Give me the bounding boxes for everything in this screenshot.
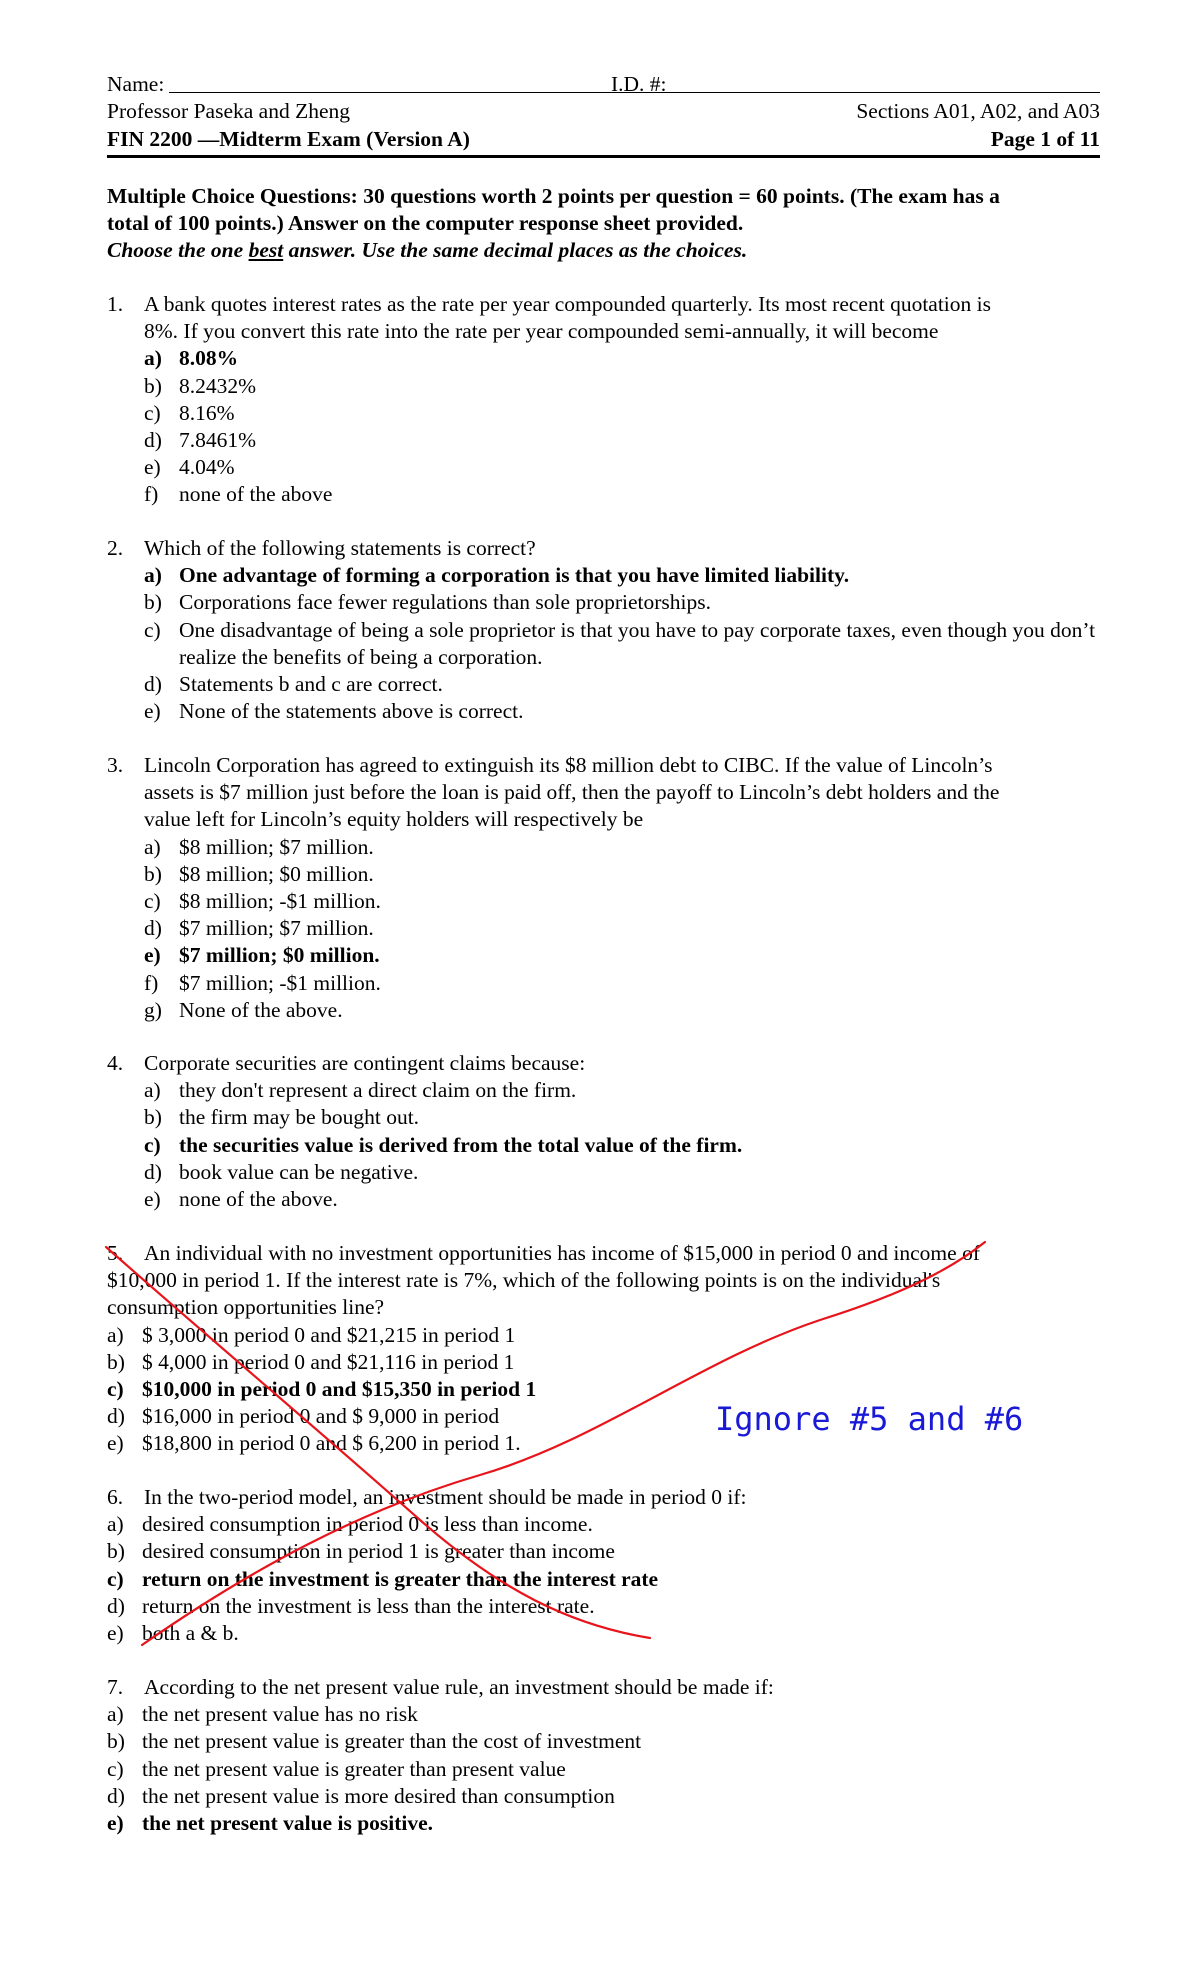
option-text: the net present value is more desired than consumption	[142, 1783, 615, 1808]
option-text: the net present value has no risk	[142, 1702, 418, 1727]
question-4	[107, 1050, 1100, 1213]
option-letter: d)	[107, 1783, 125, 1808]
question-3	[107, 752, 1100, 1024]
sections-text: Sections A01, A02, and A03	[856, 99, 1100, 123]
option-letter: d)	[144, 672, 162, 697]
option-letter: c)	[107, 1756, 124, 1781]
option-text: Statements b and c are correct.	[179, 672, 443, 697]
answer-option	[144, 942, 1100, 969]
option-letter: d)	[144, 916, 162, 941]
option-text: return on the investment is greater than the interest rate	[142, 1566, 659, 1591]
answer-option	[144, 373, 1100, 400]
question-2	[107, 535, 1100, 725]
answer-option	[144, 997, 1100, 1024]
question-stem-line: In the two-period model, an investment should be made in period 0 if:	[144, 1485, 747, 1509]
option-text: the net present value is greater than present value	[142, 1756, 566, 1781]
option-letter: b)	[107, 1349, 125, 1374]
option-letter: a)	[107, 1322, 124, 1347]
option-text: $ 4,000 in period 0 and $21,116 in period 1	[142, 1349, 515, 1374]
option-text: $7 million; $0 million.	[179, 943, 380, 968]
option-text: none of the above	[179, 482, 333, 507]
option-text: the firm may be bought out.	[179, 1105, 420, 1130]
option-letter: b)	[144, 590, 162, 615]
answer-option	[144, 888, 1100, 915]
question-number: 4.	[107, 1051, 124, 1075]
answer-option	[144, 427, 1100, 454]
option-letter: e)	[144, 455, 161, 480]
answer-option	[144, 589, 1100, 616]
answer-option	[144, 861, 1100, 888]
instructions-line-1: Multiple Choice Questions: 30 questions worth 2 points per question = 60 points. (The exam has a	[107, 184, 1000, 208]
answer-option	[107, 1511, 1100, 1538]
name-label: Name:	[107, 72, 165, 96]
option-text: $ 3,000 in period 0 and $21,215 in period 1	[142, 1322, 516, 1347]
instructions-line-3	[107, 237, 1100, 264]
answer-option	[144, 671, 1100, 698]
option-text: $10,000 in period 0 and $15,350 in period 1	[142, 1377, 537, 1402]
option-letter: e)	[144, 943, 161, 968]
option-letter: e)	[107, 1431, 124, 1456]
option-letter: c)	[144, 1132, 161, 1157]
option-text: $18,800 in period 0 and $ 6,200 in period 1.	[142, 1431, 521, 1456]
question-stem-line: According to the net present value rule, an investment should be made if:	[144, 1675, 774, 1699]
answer-option	[107, 1538, 1100, 1565]
question-number: 5.	[107, 1241, 124, 1265]
question-number: 1.	[107, 292, 124, 316]
question-stem-line: Lincoln Corporation has agreed to extinguish its $8 million debt to CIBC. If the value of Lincoln’s	[144, 753, 993, 777]
option-text: $16,000 in period 0 and $ 9,000 in period	[142, 1404, 500, 1429]
instructions-line-3-pre: Choose the one	[107, 238, 249, 262]
option-text: the net present value is positive.	[142, 1811, 434, 1836]
answer-option	[107, 1322, 1100, 1349]
question-number: 2.	[107, 536, 124, 560]
question-7	[107, 1674, 1100, 1837]
option-text: 4.04%	[179, 455, 235, 480]
answer-option	[144, 970, 1100, 997]
answer-option	[144, 1186, 1100, 1213]
option-letter: d)	[144, 1159, 162, 1184]
option-letter: a)	[144, 563, 162, 588]
answer-option	[144, 345, 1100, 372]
answer-option	[144, 915, 1100, 942]
question-number: 3.	[107, 753, 124, 777]
answer-option	[107, 1566, 1100, 1593]
question-stem-line: consumption opportunities line?	[107, 1295, 385, 1320]
question-stem-line: Corporate securities are contingent claims because:	[144, 1051, 586, 1075]
answer-option	[144, 562, 1100, 589]
option-text: 8.08%	[179, 346, 239, 371]
answer-option	[107, 1756, 1100, 1783]
option-text: $7 million; $7 million.	[179, 916, 374, 941]
answer-option	[107, 1593, 1100, 1620]
question-stem-line: An individual with no investment opportunities has income of $15,000 in period 0 and income of	[144, 1241, 980, 1265]
option-letter: a)	[144, 346, 162, 371]
option-text: desired consumption in period 0 is less than income.	[142, 1512, 593, 1537]
option-text: return on the investment is less than the interest rate.	[142, 1593, 595, 1618]
option-letter: b)	[107, 1539, 125, 1564]
answer-option	[144, 454, 1100, 481]
page-number: Page 1 of 11	[990, 127, 1100, 151]
option-text: $8 million; $0 million.	[179, 861, 374, 886]
professor-text: Professor Paseka and Zheng	[107, 99, 351, 123]
option-text: book value can be negative.	[179, 1159, 419, 1184]
option-text: they don't represent a direct claim on the firm.	[179, 1078, 577, 1103]
question-stem-line: A bank quotes interest rates as the rate per year compounded quarterly. Its most recent quotation is	[144, 292, 991, 316]
instructions-line-3-post: answer. Use the same decimal places as the choices.	[283, 238, 748, 262]
option-letter: f)	[144, 970, 159, 995]
answer-option	[144, 1132, 1100, 1159]
option-letter: d)	[144, 428, 162, 453]
answer-option	[144, 698, 1100, 725]
question-stem-line: 8%. If you convert this rate into the rate per year compounded semi-annually, it will become	[144, 319, 939, 344]
answer-option	[144, 1104, 1100, 1131]
option-letter: a)	[144, 834, 161, 859]
question-1	[107, 291, 1100, 509]
option-text: 8.16%	[179, 400, 235, 425]
id-blank	[680, 92, 1100, 93]
option-text: One disadvantage of being a sole proprietor is that you have to pay corporate taxes, even though you don’t realize the benefits of being a corporation.	[179, 617, 1096, 669]
option-text: the net present value is greater than the cost of investment	[142, 1729, 642, 1754]
answer-option	[107, 1783, 1100, 1810]
question-stem-line: assets is $7 million just before the loan is paid off, then the payoff to Lincoln’s debt holders and the	[144, 780, 1000, 805]
option-letter: a)	[107, 1512, 124, 1537]
option-letter: d)	[107, 1593, 125, 1618]
instructions-best-word: best	[248, 238, 284, 262]
option-letter: b)	[144, 1105, 162, 1130]
option-text: 8.2432%	[179, 373, 257, 398]
option-letter: c)	[144, 400, 161, 425]
option-text: None of the statements above is correct.	[179, 699, 524, 724]
option-text: both a & b.	[142, 1621, 239, 1646]
option-text: desired consumption in period 1 is greater than income	[142, 1539, 615, 1564]
option-letter: c)	[144, 617, 161, 642]
answer-option	[107, 1701, 1100, 1728]
header-row-professor	[107, 99, 1100, 127]
option-text: $8 million; -$1 million.	[179, 889, 381, 914]
option-letter: f)	[144, 482, 159, 507]
question-stem-line: value left for Lincoln’s equity holders will respectively be	[144, 807, 644, 832]
option-text: the securities value is derived from the total value of the firm.	[179, 1132, 743, 1157]
answer-option	[144, 617, 1100, 671]
ignore-note: Ignore #5 and #6	[715, 1400, 1024, 1438]
instructions-line-2: total of 100 points.) Answer on the computer response sheet provided.	[107, 211, 744, 235]
option-text: none of the above.	[179, 1187, 338, 1212]
option-text: $7 million; -$1 million.	[179, 970, 381, 995]
header-row-name	[107, 72, 1100, 100]
answer-option	[144, 400, 1100, 427]
question-6	[107, 1484, 1100, 1647]
option-letter: e)	[107, 1811, 124, 1836]
option-text: $8 million; $7 million.	[179, 834, 374, 859]
option-letter: b)	[144, 861, 162, 886]
option-letter: b)	[144, 373, 162, 398]
course-title: FIN 2200 —Midterm Exam (Version A)	[107, 127, 470, 151]
question-number: 6.	[107, 1485, 124, 1509]
answer-option	[144, 481, 1100, 508]
option-letter: e)	[107, 1621, 124, 1646]
option-letter: e)	[144, 1187, 161, 1212]
option-letter: c)	[144, 889, 161, 914]
question-number: 7.	[107, 1675, 124, 1699]
answer-option	[107, 1620, 1100, 1647]
option-text: None of the above.	[179, 997, 343, 1022]
question-stem-line: $10,000 in period 1. If the interest rate is 7%, which of the following points is on the individual's	[107, 1268, 941, 1293]
instructions	[107, 183, 1100, 264]
answer-option	[107, 1810, 1100, 1837]
option-letter: c)	[107, 1566, 124, 1591]
option-text: Corporations face fewer regulations than sole proprietorships.	[179, 590, 711, 615]
option-text: 7.8461%	[179, 428, 257, 453]
answer-option	[144, 1077, 1100, 1104]
option-letter: d)	[107, 1404, 125, 1429]
option-text: One advantage of forming a corporation is that you have limited liability.	[179, 563, 850, 588]
option-letter: a)	[107, 1702, 124, 1727]
id-label: I.D. #:	[611, 72, 667, 96]
option-letter: e)	[144, 699, 161, 724]
option-letter: c)	[107, 1377, 124, 1402]
header-row-title	[107, 127, 1100, 155]
question-stem-line: Which of the following statements is correct?	[144, 536, 536, 560]
answer-option	[107, 1728, 1100, 1755]
option-letter: g)	[144, 997, 162, 1022]
option-letter: b)	[107, 1729, 125, 1754]
answer-option	[144, 834, 1100, 861]
answer-option	[107, 1349, 1100, 1376]
header-rule	[107, 155, 1100, 158]
option-letter: a)	[144, 1078, 161, 1103]
answer-option	[144, 1159, 1100, 1186]
